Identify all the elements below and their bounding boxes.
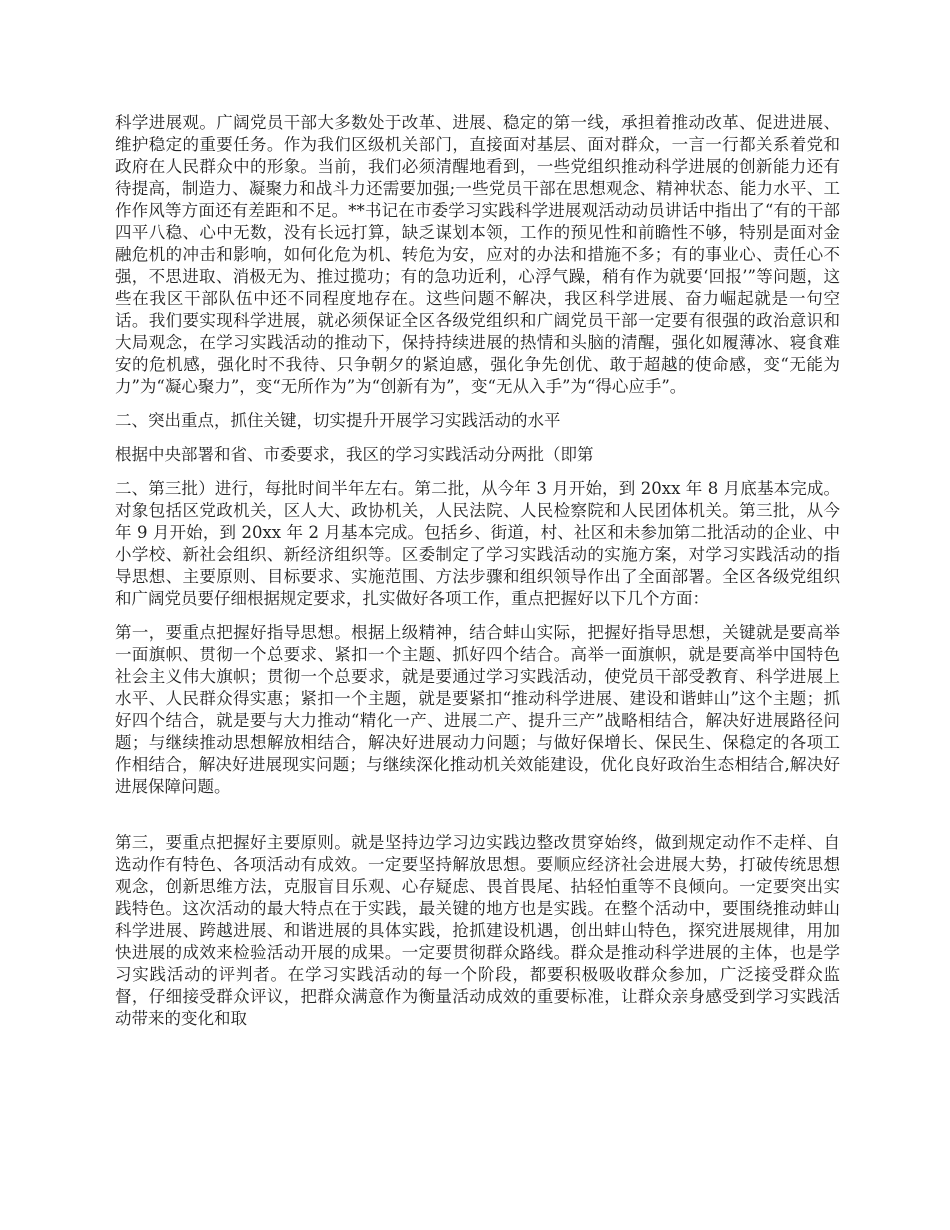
paragraph-5: 第三，要重点把握好主要原则。就是坚持边学习边实践边整改贯穿始终，做到规定动作不走样、自选动作有特色、各项活动有成效。一定要坚持解放思想。要顺应经济社会进展大势，打破传统思想观念，创新思维方法，克服盲目乐观、心存疑虑、畏首畏尾、拈轻怕重等不良倾向。一定要突出实践特色。这次活动的最大特点在于实践，最关键的地方也是实践。在整个活动中，要围绕推动蚌山科学进展、跨越进展、和谐进展的具体实践，抢抓建设机遇，创出蚌山特色，探究进展规律，用加快进展的成效来检验活动开展的成果。一定要贯彻群众路线。群众是推动科学进展的主体，也是学习实践活动的评判者。在学习实践活动的每一个阶段，都要积极吸收群众参加，广泛接受群众监督，仔细接受群众评议，把群众满意作为衡量活动成效的重要标准，让群众亲身感受到学习实践活动带来的变化和取 bbox=[115, 833, 840, 1028]
paragraph-2: 根据中央部署和省、市委要求，我区的学习实践活动分两批（即第 bbox=[115, 445, 594, 464]
paragraph-3: 二、第三批）进行，每批时间半年左右。第二批，从今年 3 月开始，到 20xx 年 8 月底基本完成。对象包括区党政机关，区人大、政协机关，人民法院、人民检察院和人民团体机关。第三批，从今年 9 月开始，到 20xx 年 2 月基本完成。包括乡、街道，村、社区和未参加第二批活动的企业、中小学校、新社会组织、新经济组织等。区委制定了学习实践活动的实施方案，对学习实践活动的指导思想、主要原则、目标要求、实施范围、方法步骤和组织领导作出了全面部署。全区各级党组织和广阔党员要仔细根据规定要求，扎实做好各项工作，重点把握好以下几个方面： bbox=[115, 479, 840, 608]
section-heading: 二、突出重点，抓住关键，切实提升开展学习实践活动的水平 bbox=[115, 411, 561, 430]
paragraph-1: 科学进展观。广阔党员干部大多数处于改革、进展、稳定的第一线，承担着推动改革、促进进展、维护稳定的重要任务。作为我们区级机关部门，直接面对基层、面对群众，一言一行都关系着党和政府在人民群众中的形象。当前，我们必须清醒地看到，一些党组织推动科学进展的创新能力还有待提高，制造力、凝聚力和战斗力还需要加强;一些党员干部在思想观念、精神状态、能力水平、工作作风等方面还有差距和不足。**书记在市委学习实践科学进展观活动动员讲话中指出了“有的干部四平八稳、心中无数，没有长远打算，缺乏谋划本领，工作的预见性和前瞻性不够，特别是面对金融危机的冲击和影响，如何化危为机、转危为安，应对的办法和措施不多；有的事业心、责任心不强，不思进取、消极无为、推过揽功；有的急功近利，心浮气躁，稍有作为就要‘回报’”等问题，这些在我区干部队伍中还不同程度地存在。这些问题不解决，我区科学进展、奋力崛起就是一句空话。我们要实现科学进展，就必须保证全区各级党组织和广阔党员干部一定要有很强的政治意识和大局观念，在学习实践活动的推动下，保持持续进展的热情和头脑的清醒，强化如履薄冰、寝食难安的危机感，强化时不我待、只争朝夕的紧迫感，强化争先创优、敢于超越的使命感，变“无能为力”为“凝心聚力”，变“无所作为”为“创新有为”，变“无从入手”为“得心应手”。 bbox=[115, 113, 840, 396]
document-body bbox=[115, 112, 840, 1042]
paragraph-4: 第一，要重点把握好指导思想。根据上级精神，结合蚌山实际，把握好指导思想，关键就是要高举一面旗帜、贯彻一个总要求、紧扣一个主题、抓好四个结合。高举一面旗帜，就是要高举中国特色社会主义伟大旗帜；贯彻一个总要求，就是要通过学习实践活动，使党员干部受教育、科学进展上水平、人民群众得实惠；紧扣一个主题，就是要紧扣“推动科学进展、建设和谐蚌山”这个主题；抓好四个结合，就是要与大力推动“精化一产、进展二产、提升三产”战略相结合，解决好进展路径问题；与继续推动思想解放相结合，解决好进展动力问题；与做好保增长、保民生、保稳定的各项工作相结合，解决好进展现实问题；与继续深化推动机关效能建设，优化良好政治生态相结合,解决好进展保障问题。 bbox=[115, 623, 840, 796]
blank-gap bbox=[115, 810, 840, 832]
